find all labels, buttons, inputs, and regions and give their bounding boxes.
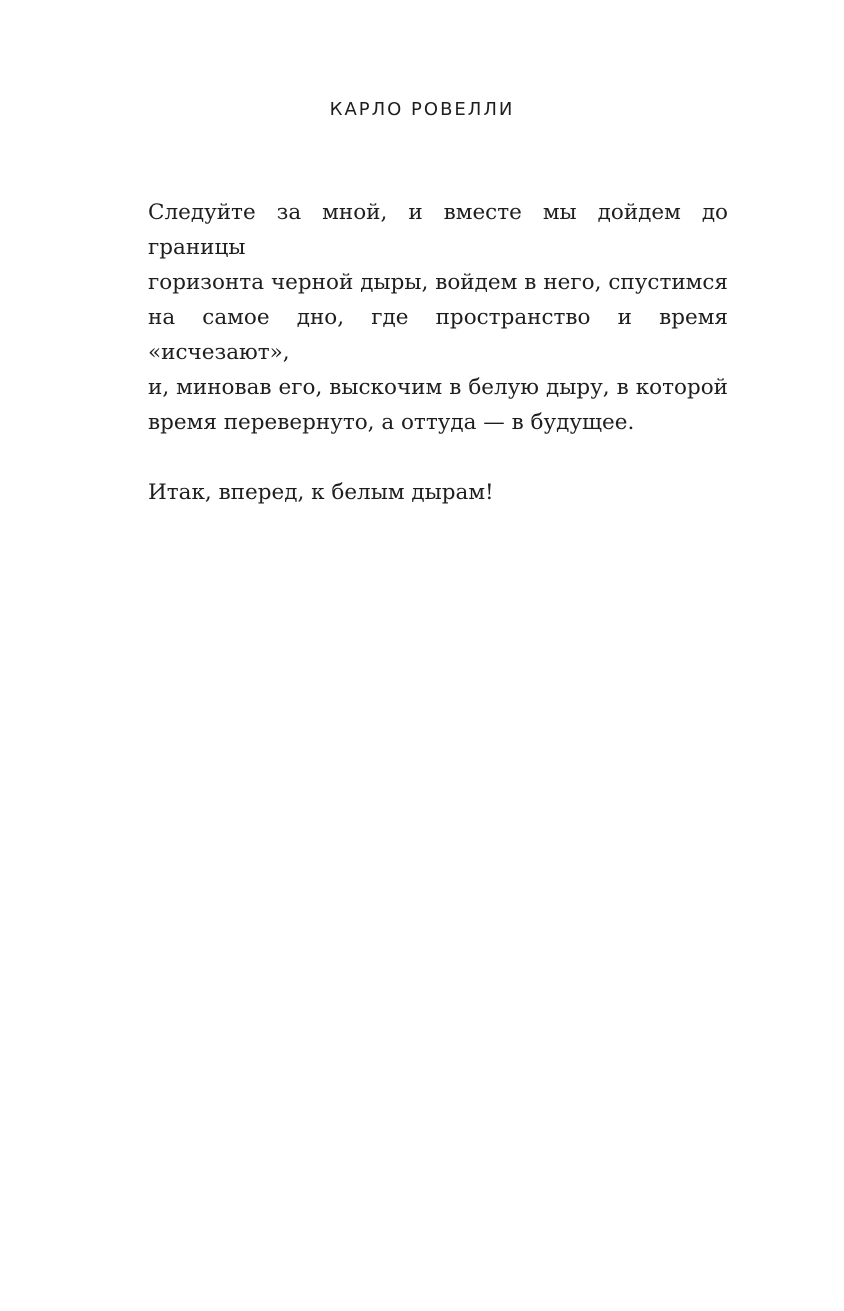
- paragraph: [148, 195, 728, 440]
- text-line: и, миновав его, выскочим в белую дыру, в которой: [148, 375, 728, 400]
- text-line: горизонта черной дыры, войдем в него, спустимся: [148, 270, 728, 295]
- text-line: Следуйте за мной, и вместе мы дойдем до границы: [148, 200, 728, 260]
- paragraph: [148, 475, 728, 510]
- text-line: на самое дно, где пространство и время «исчезают»,: [148, 305, 728, 365]
- body-text: [148, 195, 728, 545]
- text-line: время перевернуто, а оттуда — в будущее.: [148, 410, 635, 435]
- running-head: КАРЛО РОВЕЛЛИ: [329, 99, 515, 120]
- text-line: Итак, вперед, к белым дырам!: [148, 480, 494, 505]
